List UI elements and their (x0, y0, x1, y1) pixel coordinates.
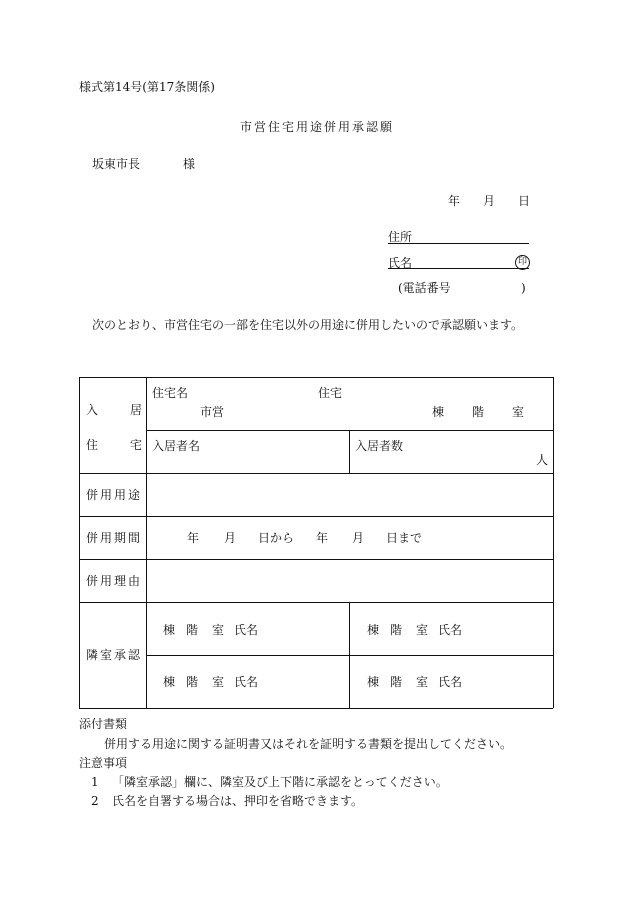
use-label: 併用用途 (86, 488, 143, 502)
room-unit: 室 (512, 405, 525, 419)
neighbor-building-unit: 棟 (367, 623, 380, 637)
date-year-label: 年 (448, 194, 461, 208)
period-label: 併用期間 (86, 531, 143, 545)
period-year-2: 年 (316, 531, 329, 545)
residence-label-4: 宅 (130, 438, 143, 452)
residence-label-1: 入 (86, 403, 99, 417)
notes-heading: 注意事項 (79, 756, 128, 770)
row-divider-use (79, 516, 553, 517)
municipal-label: 市営 (200, 405, 225, 419)
resident-name-label: 入居者名 (152, 439, 201, 453)
phone-close: ) (521, 281, 526, 295)
label-column-divider (146, 377, 147, 708)
floor-unit: 階 (472, 405, 485, 419)
neighbor-building-unit: 棟 (163, 623, 176, 637)
resident-count-label: 入居者数 (355, 439, 404, 453)
form-number: 様式第14号(第17条関係) (79, 80, 215, 94)
table-border-right (553, 377, 554, 708)
neighbor-column-divider (349, 602, 350, 708)
address-line (388, 243, 529, 244)
building-unit: 棟 (432, 405, 445, 419)
neighbor-name-unit: 氏名 (234, 623, 259, 637)
neighbor-floor-unit: 階 (186, 623, 199, 637)
note-text: 「隣室承認」欄に、隣室及び上下階に承認をとってください。 (112, 775, 448, 789)
note-number: 1 (91, 775, 99, 789)
neighbor-room-unit: 室 (416, 675, 429, 689)
neighbor-name-unit: 氏名 (438, 623, 463, 637)
table-border-left (79, 377, 80, 708)
neighbor-floor-unit: 階 (390, 675, 403, 689)
period-to: 日まで (386, 531, 423, 545)
addressee-name: 坂東市長 (92, 157, 141, 171)
name-label: 氏名 (388, 256, 413, 270)
seal-mark: 印 (515, 255, 530, 270)
table-border-top (79, 377, 553, 378)
period-year-1: 年 (187, 531, 200, 545)
name-line (388, 268, 529, 269)
neighbor-name-unit: 氏名 (438, 675, 463, 689)
attachments-text: 併用する用途に関する証明書又はそれを証明する書類を提出してください。 (104, 737, 513, 751)
period-month-2: 月 (352, 531, 365, 545)
housing-name-label: 住宅名 (152, 386, 189, 400)
period-month-1: 月 (224, 531, 237, 545)
intro-text: 次のとおり、市営住宅の一部を住宅以外の用途に併用したいので承認願います。 (92, 318, 524, 332)
neighbor-room-unit: 室 (212, 675, 225, 689)
note-text: 氏名を自署する場合は、押印を省略できます。 (112, 794, 364, 808)
resident-column-divider (349, 430, 350, 473)
neighbor-floor-unit: 階 (186, 675, 199, 689)
neighbor-building-unit: 棟 (367, 675, 380, 689)
neighbor-label: 隣室承認 (86, 648, 143, 662)
date-day-label: 日 (518, 194, 531, 208)
neighbor-room-unit: 室 (416, 623, 429, 637)
addressee-honorific: 様 (183, 157, 196, 171)
residence-label-3: 住 (86, 438, 99, 452)
period-from: 日から (258, 531, 295, 545)
reason-label: 併用理由 (86, 574, 143, 588)
address-label: 住所 (388, 230, 413, 244)
row-divider-period (79, 559, 553, 560)
neighbor-room-unit: 室 (212, 623, 225, 637)
neighbor-building-unit: 棟 (163, 675, 176, 689)
page-title: 市営住宅用途併用承認願 (240, 120, 395, 134)
row-divider-residence (79, 473, 553, 474)
table-border-bottom (79, 708, 553, 709)
neighbor-floor-unit: 階 (390, 623, 403, 637)
date-month-label: 月 (483, 194, 496, 208)
attachments-heading: 添付書類 (79, 717, 128, 731)
housing-label: 住宅 (318, 386, 343, 400)
neighbor-name-unit: 氏名 (234, 675, 259, 689)
person-unit: 人 (536, 453, 549, 467)
phone-label: (電話番号 (398, 281, 451, 295)
residence-label-2: 居 (130, 403, 143, 417)
row-divider-reason (79, 602, 553, 603)
note-number: 2 (91, 794, 99, 808)
